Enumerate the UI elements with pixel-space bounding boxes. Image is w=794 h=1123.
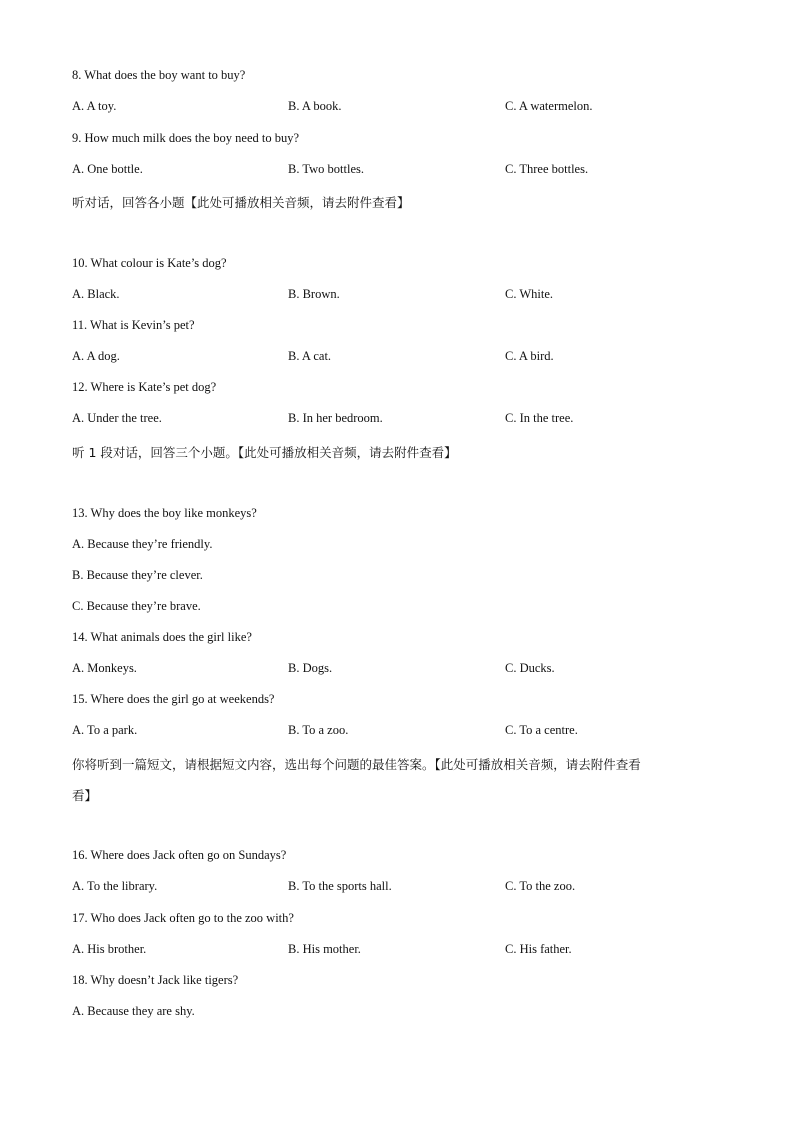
option-b: B. In her bedroom. xyxy=(288,411,383,425)
option-c: C. To the zoo. xyxy=(505,879,576,893)
option-b: B. Brown. xyxy=(288,287,340,301)
option-c: C. His father. xyxy=(505,942,572,956)
question-15: 15. Where does the girl go at weekends? xyxy=(72,692,275,706)
question-8: 8. What does the boy want to buy? xyxy=(72,68,246,82)
option-a: A. Under the tree. xyxy=(72,411,162,425)
option-a: A. A toy. xyxy=(72,99,117,113)
option-b: B. A cat. xyxy=(288,349,332,363)
option-a: A. His brother. xyxy=(72,942,147,956)
question-11-options xyxy=(72,349,732,367)
option-b: B. To the sports hall. xyxy=(288,879,392,893)
option-a: A. Because they’re friendly. xyxy=(72,537,213,551)
question-11: 11. What is Kevin’s pet? xyxy=(72,318,195,332)
option-a: A. Because they are shy. xyxy=(72,1004,195,1018)
question-10: 10. What colour is Kate’s dog? xyxy=(72,256,227,270)
section-instruction-continued: 看】 xyxy=(72,788,98,803)
question-12-options xyxy=(72,411,732,429)
question-17-options xyxy=(72,942,732,960)
option-a: A. To a park. xyxy=(72,723,138,737)
option-c: C. White. xyxy=(505,287,554,301)
option-b: B. A book. xyxy=(288,99,342,113)
option-a: A. Black. xyxy=(72,287,120,301)
option-b: B. To a zoo. xyxy=(288,723,349,737)
option-b: B. Dogs. xyxy=(288,661,333,675)
option-a: A. Monkeys. xyxy=(72,661,137,675)
section-instruction: 听对话，回答各小题【此处可播放相关音频，请去附件查看】 xyxy=(72,195,410,210)
option-c: C. To a centre. xyxy=(505,723,578,737)
question-14-options xyxy=(72,661,732,679)
question-15-options xyxy=(72,723,732,741)
question-16-options xyxy=(72,879,732,897)
option-a: A. A dog. xyxy=(72,349,120,363)
question-10-options xyxy=(72,287,732,305)
question-8-options xyxy=(72,99,732,117)
question-16: 16. Where does Jack often go on Sundays? xyxy=(72,848,287,862)
question-14: 14. What animals does the girl like? xyxy=(72,630,252,644)
option-b: B. His mother. xyxy=(288,942,361,956)
question-9: 9. How much milk does the boy need to buy? xyxy=(72,131,300,145)
option-c: C. Because they’re brave. xyxy=(72,599,201,613)
option-c: C. A bird. xyxy=(505,349,554,363)
option-a: A. To the library. xyxy=(72,879,158,893)
option-b: B. Because they’re clever. xyxy=(72,568,203,582)
option-c: C. Three bottles. xyxy=(505,162,589,176)
question-9-options xyxy=(72,162,732,180)
question-12: 12. Where is Kate’s pet dog? xyxy=(72,380,217,394)
option-a: A. One bottle. xyxy=(72,162,143,176)
option-b: B. Two bottles. xyxy=(288,162,364,176)
section-instruction: 听 1 段对话，回答三个小题。【此处可播放相关音频，请去附件查看】 xyxy=(72,445,457,460)
option-c: C. In the tree. xyxy=(505,411,574,425)
question-17: 17. Who does Jack often go to the zoo with? xyxy=(72,911,294,925)
section-instruction: 你将听到一篇短文，请根据短文内容，选出每个问题的最佳答案。【此处可播放相关音频，请去附件查看 xyxy=(72,757,641,772)
option-c: C. Ducks. xyxy=(505,661,555,675)
option-c: C. A watermelon. xyxy=(505,99,593,113)
question-13: 13. Why does the boy like monkeys? xyxy=(72,506,257,520)
question-18: 18. Why doesn’t Jack like tigers? xyxy=(72,973,239,987)
